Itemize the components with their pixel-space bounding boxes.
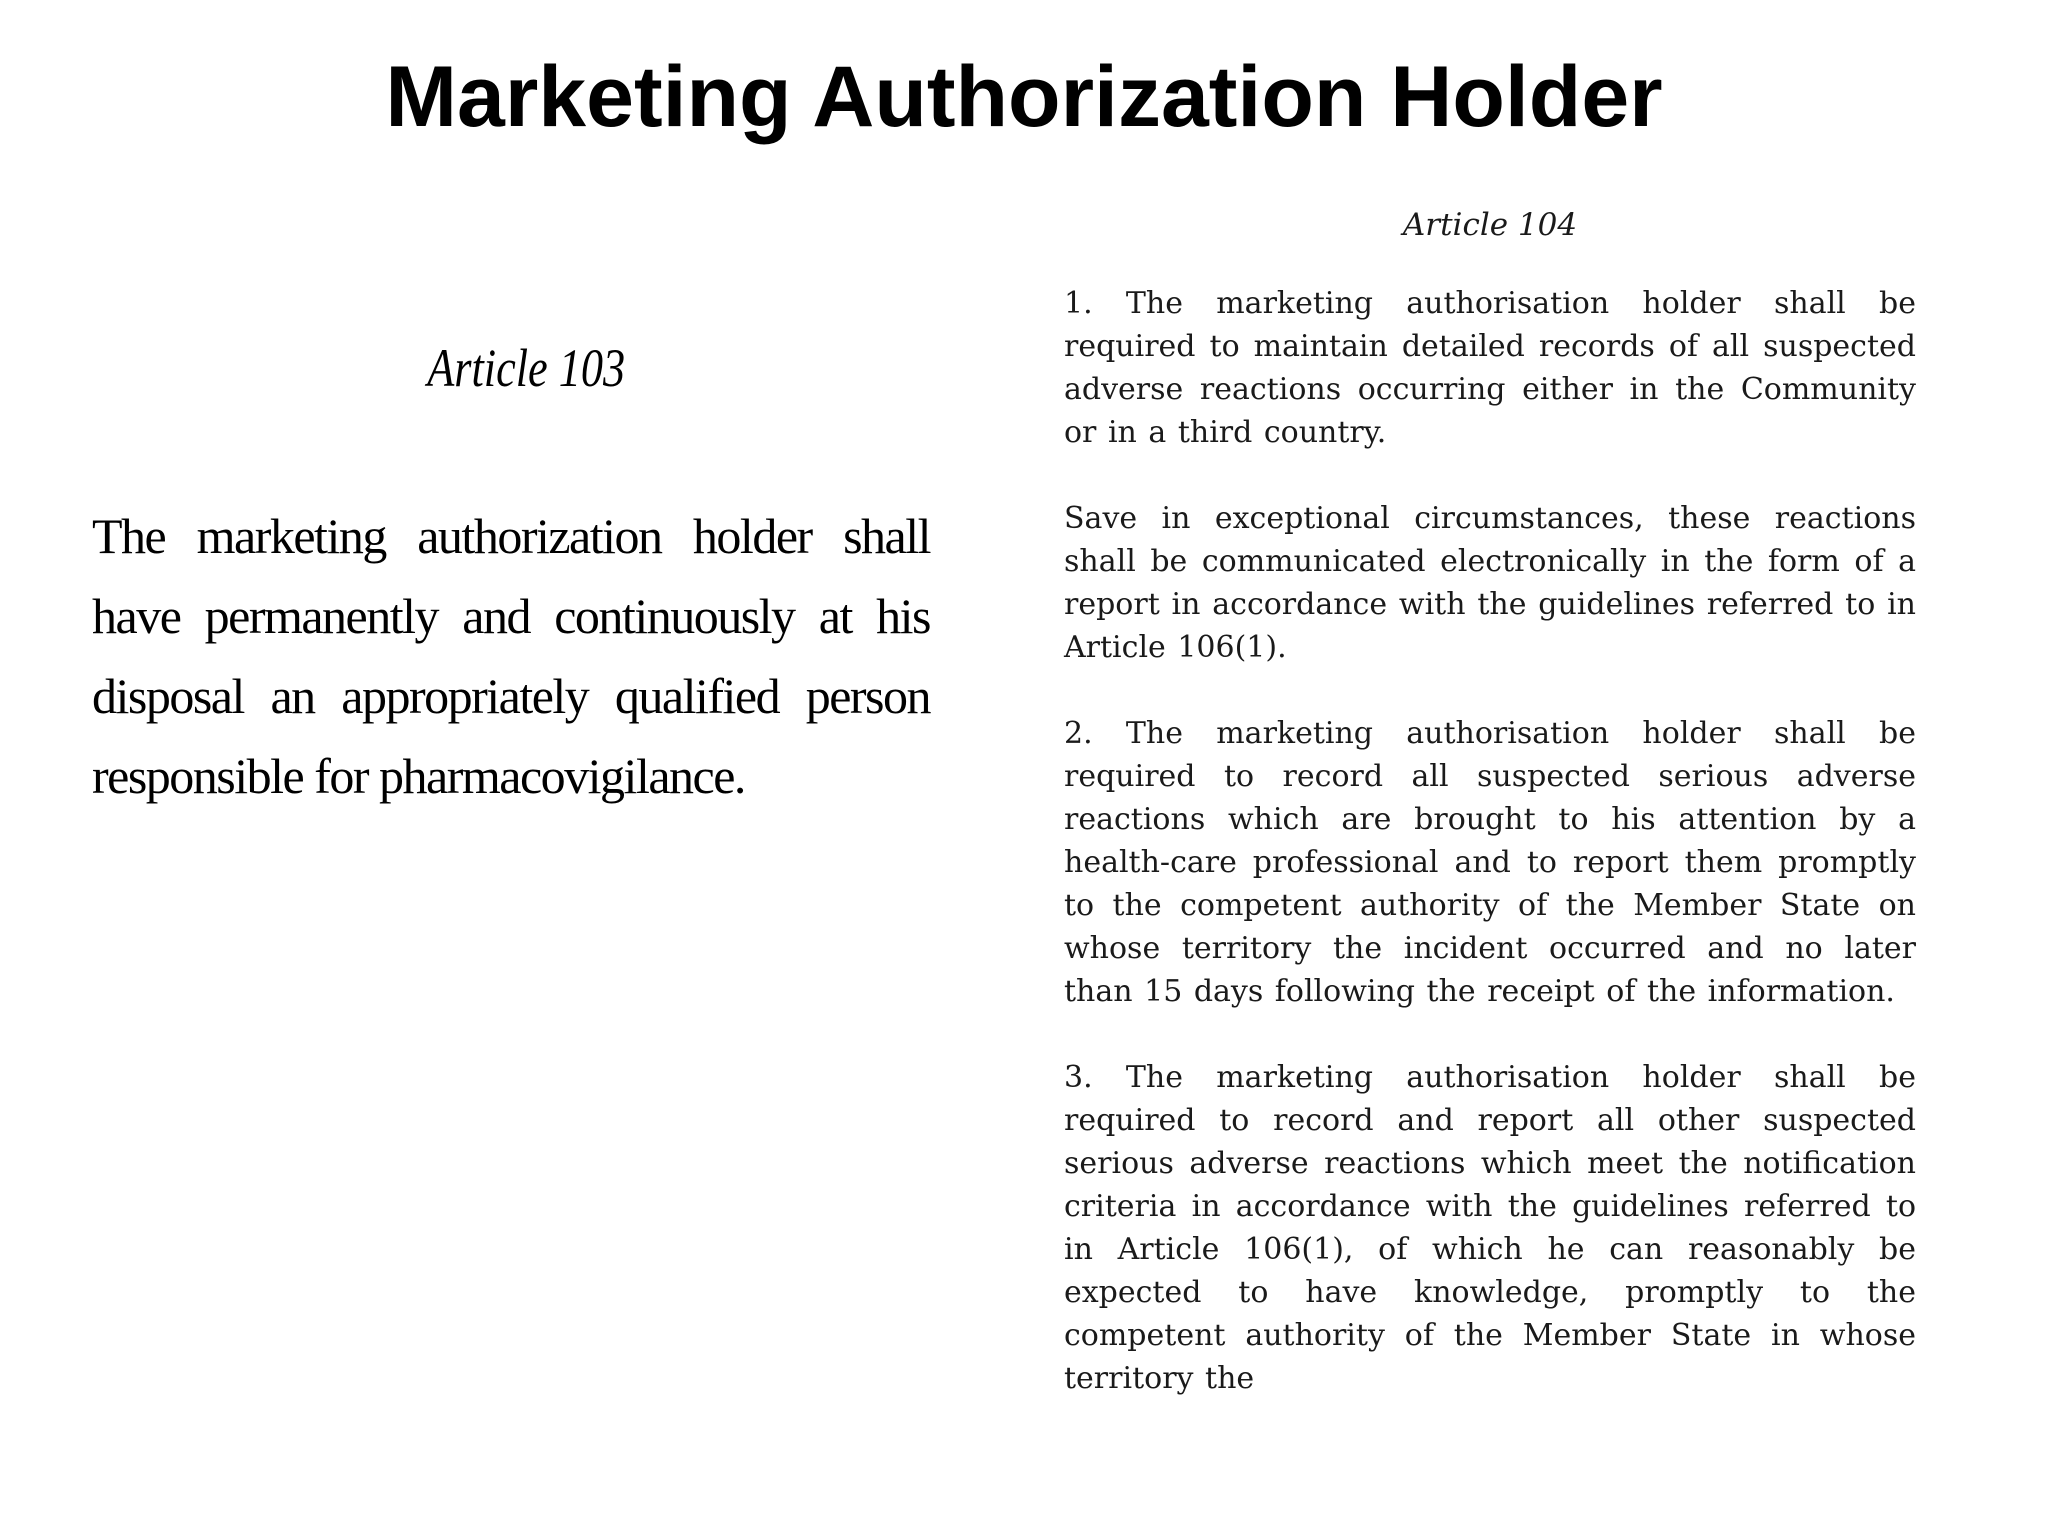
article-104-paragraph-1: 1. The marketing authorisation holder shall be required to maintain detailed records of all suspected adverse reactions occurring either in the Community or in a third country.: [1064, 286, 1916, 450]
article-104-section: [1064, 202, 1916, 1443]
article-104-paragraph-3: 2. The marketing authorisation holder shall be required to record all suspected serious adverse reactions which are brought to his attention by a health-care professional and to report them promptly to the competent authority of the Member State on whose territory the incident occurred and no later than 15 days following the receipt of the information.: [1064, 716, 1916, 1009]
article-103-heading: Article 103: [427, 338, 626, 398]
article-104-heading: Article 104: [1402, 207, 1578, 243]
article-103-body: The marketing authorization holder shall have permanently and continuously at his disposal an appropriately qualified person responsible for pharmacovigilance.: [92, 508, 930, 804]
article-104-paragraph-2: Save in exceptional circumstances, these reactions shall be communicated electronically in the form of a report in accordance with the guidelines referred to in Article 106(1).: [1064, 501, 1916, 665]
slide-title: Marketing Authorization Holder: [385, 49, 1663, 145]
article-104-paragraph-4: 3. The marketing authorisation holder shall be required to record and report all other suspected serious adverse reactions which meet the notification criteria in accordance with the guidelines referred to in Article 106(1), of which he can reasonably be expected to have knowledge, promptly to the competent authority of the Member State in whose territory the: [1064, 1060, 1916, 1396]
